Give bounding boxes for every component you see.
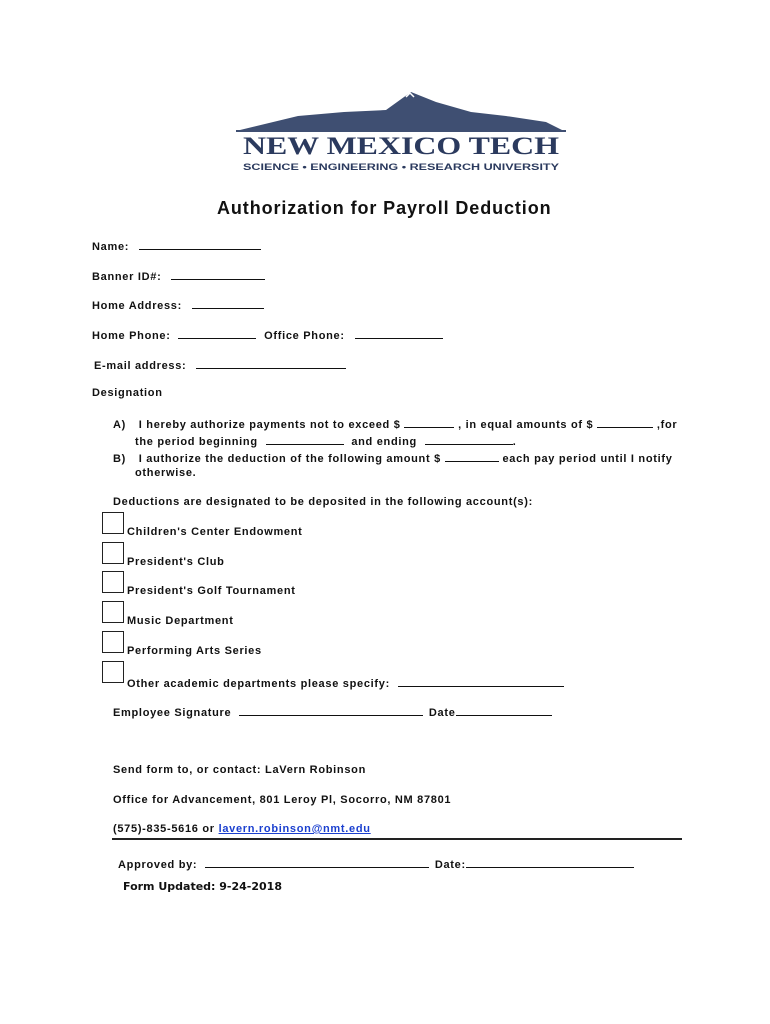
- approval-date-line[interactable]: [466, 856, 634, 868]
- period-begin-input-line[interactable]: [266, 433, 344, 445]
- home-address-input-line[interactable]: [192, 297, 264, 309]
- signature-date-label: Date: [428, 707, 456, 719]
- home-phone-input-line[interactable]: [178, 327, 256, 339]
- option-b-text-notify: each pay period until I notify: [502, 453, 673, 465]
- ending-label: and ending: [351, 436, 417, 448]
- logo-name: NEW MEXICO TECH: [243, 133, 560, 160]
- period-end-dot: .: [512, 436, 517, 448]
- section-divider: [112, 838, 682, 840]
- approved-by-line[interactable]: [205, 856, 429, 868]
- email-input-line[interactable]: [196, 357, 346, 369]
- logo-tagline: SCIENCE • ENGINEERING • RESEARCH UNIVERSITY: [243, 162, 560, 173]
- contact-phone: (575)-835-5616 or: [113, 823, 215, 835]
- contact-phone-line: [113, 823, 371, 835]
- page-title: Authorization for Payroll Deduction: [217, 198, 552, 218]
- option-a-text-for: ,for: [656, 419, 678, 431]
- account-label: Music Department: [127, 615, 234, 627]
- name-label: Name:: [92, 241, 130, 253]
- option-a-marker: A): [113, 419, 127, 431]
- account-label: Other academic departments please specify:: [127, 678, 390, 690]
- option-b-line2: otherwise.: [135, 467, 197, 479]
- mountain-graphic: [240, 92, 562, 130]
- approval-row: [118, 856, 634, 871]
- per-period-amount-input-line[interactable]: [445, 450, 499, 462]
- office-phone-label: Office Phone:: [264, 330, 345, 342]
- account-label: Children's Center Endowment: [127, 526, 303, 538]
- signature-row: [113, 704, 552, 719]
- employee-signature-line[interactable]: [239, 704, 423, 716]
- account-option: [113, 615, 234, 627]
- account-option: [113, 645, 262, 657]
- account-label: President's Club: [127, 556, 225, 568]
- account-label: President's Golf Tournament: [127, 585, 296, 597]
- account-option: [113, 675, 564, 690]
- new-mexico-tech-logo: [236, 92, 566, 176]
- option-a-text-equal: , in equal amounts of $: [458, 419, 594, 431]
- employee-signature-label: Employee Signature: [113, 707, 232, 719]
- period-end-input-line[interactable]: [425, 433, 513, 445]
- email-row: [94, 357, 346, 372]
- option-a-line2: [135, 433, 517, 448]
- account-option: [113, 556, 225, 568]
- banner-id-label: Banner ID#:: [92, 271, 162, 283]
- account-label: Performing Arts Series: [127, 645, 262, 657]
- banner-id-row: [92, 268, 265, 283]
- account-option: [113, 585, 296, 597]
- accounts-intro: Deductions are designated to be deposited in the following account(s):: [113, 496, 533, 508]
- name-field-row: [92, 238, 261, 253]
- approved-by-label: Approved by:: [118, 859, 198, 871]
- home-address-row: [92, 297, 264, 312]
- form-updated-note: Form Updated: 9-24-2018: [123, 880, 282, 893]
- home-phone-label: Home Phone:: [92, 330, 171, 342]
- email-label: E-mail address:: [94, 360, 187, 372]
- other-department-input-line[interactable]: [398, 675, 564, 687]
- phone-row: [92, 327, 443, 342]
- office-address-line: Office for Advancement, 801 Leroy Pl, Socorro, NM 87801: [113, 794, 452, 806]
- signature-date-line[interactable]: [456, 704, 552, 716]
- option-b-line1: [113, 450, 673, 465]
- home-address-label: Home Address:: [92, 300, 182, 312]
- equal-amount-input-line[interactable]: [597, 416, 653, 428]
- approval-date-label: Date:: [434, 859, 466, 871]
- option-a-line1: [113, 416, 677, 431]
- send-form-line: Send form to, or contact: LaVern Robinson: [113, 764, 366, 776]
- name-input-line[interactable]: [139, 238, 261, 250]
- option-a-text: I hereby authorize payments not to exceed $: [138, 419, 401, 431]
- designation-heading: Designation: [92, 387, 163, 399]
- option-b-text: I authorize the deduction of the following amount $: [138, 453, 441, 465]
- option-b-marker: B): [113, 453, 127, 465]
- contact-email-link[interactable]: lavern.robinson@nmt.edu: [218, 823, 371, 835]
- banner-id-input-line[interactable]: [171, 268, 265, 280]
- period-beginning-label: the period beginning: [135, 436, 258, 448]
- office-phone-input-line[interactable]: [355, 327, 443, 339]
- max-amount-input-line[interactable]: [404, 416, 454, 428]
- account-option: [113, 526, 303, 538]
